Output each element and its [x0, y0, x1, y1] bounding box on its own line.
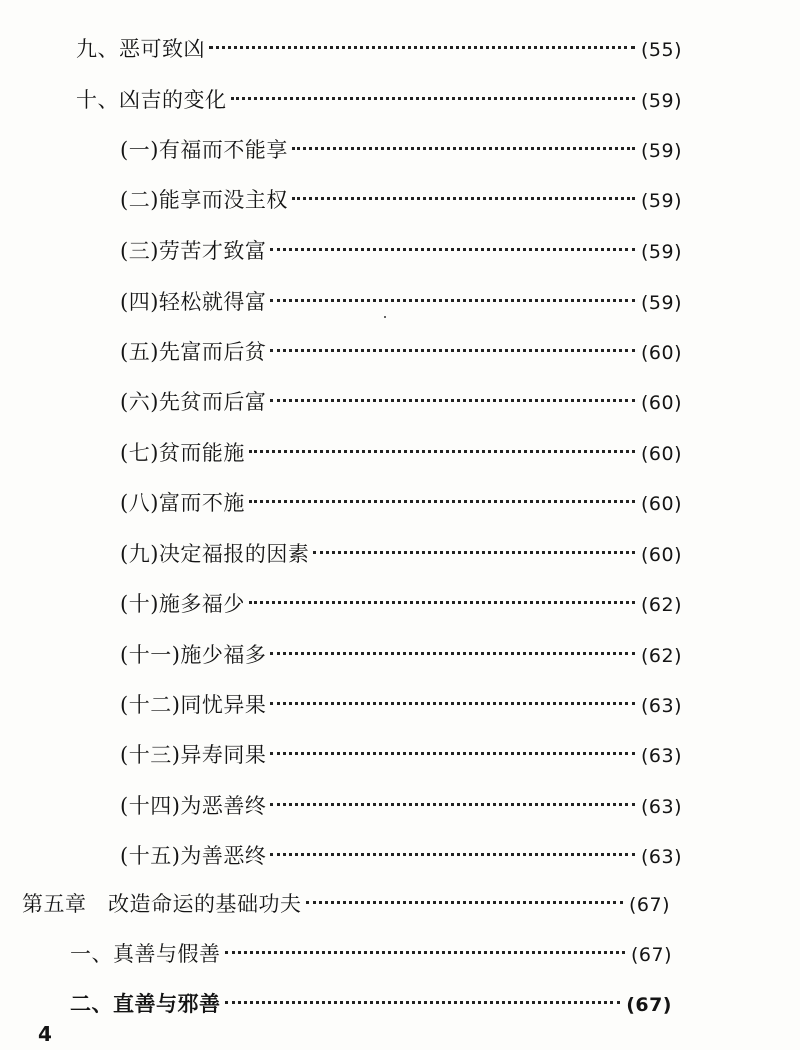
- toc-entry: [120, 131, 682, 164]
- toc-entry: [70, 935, 672, 968]
- toc-entry-title: (五)先富而后贫: [120, 340, 267, 364]
- toc-entry: [120, 434, 682, 467]
- toc-chapter-entry: [22, 885, 670, 918]
- toc-leader-dots: [270, 383, 635, 409]
- toc-entry-title: (十三)异寿同果: [120, 743, 267, 767]
- toc-entry-page: (67): [626, 994, 672, 1016]
- toc-leader-dots: [270, 787, 635, 813]
- toc-entry-title: (九)决定福报的因素: [120, 542, 310, 566]
- toc-entry-page: (67): [628, 894, 670, 916]
- toc-entry-page: (59): [640, 292, 682, 314]
- toc-entry: [120, 383, 682, 416]
- toc-entry: [120, 181, 682, 214]
- toc-leader-dots: [225, 985, 621, 1011]
- toc-entry-page: (55): [640, 39, 682, 61]
- toc-entry-page: (59): [640, 241, 682, 263]
- toc-entry: [120, 333, 682, 366]
- toc-entry-title: (一)有福而不能享: [120, 138, 288, 162]
- page-number: 4: [38, 1022, 52, 1046]
- toc-entry-page: (60): [640, 342, 682, 364]
- toc-entry: [120, 283, 682, 316]
- toc-entry-title: (四)轻松就得富: [120, 290, 267, 314]
- toc-leader-dots: [270, 636, 635, 662]
- toc-leader-dots: [249, 484, 635, 510]
- toc-entry-title: (八)富而不施: [120, 491, 245, 515]
- toc-entry-title: (七)贫而能施: [120, 441, 245, 465]
- toc-entry: [120, 585, 682, 618]
- toc-leader-dots: [225, 935, 625, 961]
- toc-entry-title: 十、凶吉的变化: [76, 88, 227, 112]
- toc-entry-page: (63): [640, 745, 682, 767]
- toc-leader-dots: [249, 585, 635, 611]
- toc-entry-title: (六)先贫而后富: [120, 390, 267, 414]
- toc-leader-dots: [270, 837, 635, 863]
- toc-entry: [76, 81, 682, 114]
- toc-entry: [120, 736, 682, 769]
- toc-entry: [120, 787, 682, 820]
- toc-entry: [76, 30, 682, 63]
- toc-entry-page: (62): [640, 594, 682, 616]
- toc-leader-dots: [313, 535, 635, 561]
- toc-entry-page: (63): [640, 695, 682, 717]
- toc-entry-title: (十一)施少福多: [120, 643, 267, 667]
- toc-leader-dots: [292, 181, 635, 207]
- toc-entry-page: (59): [640, 90, 682, 112]
- toc-entry-page: (63): [640, 846, 682, 868]
- toc-entry-page: (59): [640, 140, 682, 162]
- toc-leader-dots: [249, 434, 635, 460]
- toc-entry: [120, 837, 682, 870]
- toc-entry-page: (62): [640, 645, 682, 667]
- toc-leader-dots: [270, 736, 635, 762]
- toc-leader-dots: [270, 232, 635, 258]
- toc-entry: [120, 232, 682, 265]
- toc-entry: [120, 636, 682, 669]
- toc-entry-page: (63): [640, 796, 682, 818]
- toc-leader-dots: [270, 686, 635, 712]
- toc-entry-title: (十二)同忧异果: [120, 693, 267, 717]
- toc-leader-dots: [270, 283, 635, 309]
- toc-leader-dots: [306, 885, 623, 911]
- toc-entry: [120, 686, 682, 719]
- toc-entry-title: 九、恶可致凶: [76, 37, 205, 61]
- toc-entry-title: 一、真善与假善: [70, 942, 221, 966]
- toc-entry-title: 二、直善与邪善: [70, 991, 221, 1016]
- scan-speck: [384, 316, 386, 318]
- toc-leader-dots: [270, 333, 635, 359]
- toc-entry-title: (十五)为善恶终: [120, 844, 267, 868]
- toc-entry: [120, 535, 682, 568]
- toc-chapter-title: 第五章 改造命运的基础功夫: [22, 892, 302, 916]
- toc-entry: [70, 985, 672, 1018]
- toc-entry-page: (60): [640, 392, 682, 414]
- toc-leader-dots: [292, 131, 635, 157]
- toc-entry-title: (三)劳苦才致富: [120, 239, 267, 263]
- toc-entry-page: (60): [640, 443, 682, 465]
- toc-entry-title: (二)能享而没主权: [120, 188, 288, 212]
- toc-entry-page: (59): [640, 190, 682, 212]
- toc-entry-page: (60): [640, 493, 682, 515]
- toc-entry: [120, 484, 682, 517]
- toc-leader-dots: [209, 30, 635, 56]
- toc-leader-dots: [231, 81, 635, 107]
- toc-entry-page: (67): [630, 944, 672, 966]
- toc-entry-title: (十)施多福少: [120, 592, 245, 616]
- toc-entry-page: (60): [640, 544, 682, 566]
- toc-entry-title: (十四)为恶善终: [120, 794, 267, 818]
